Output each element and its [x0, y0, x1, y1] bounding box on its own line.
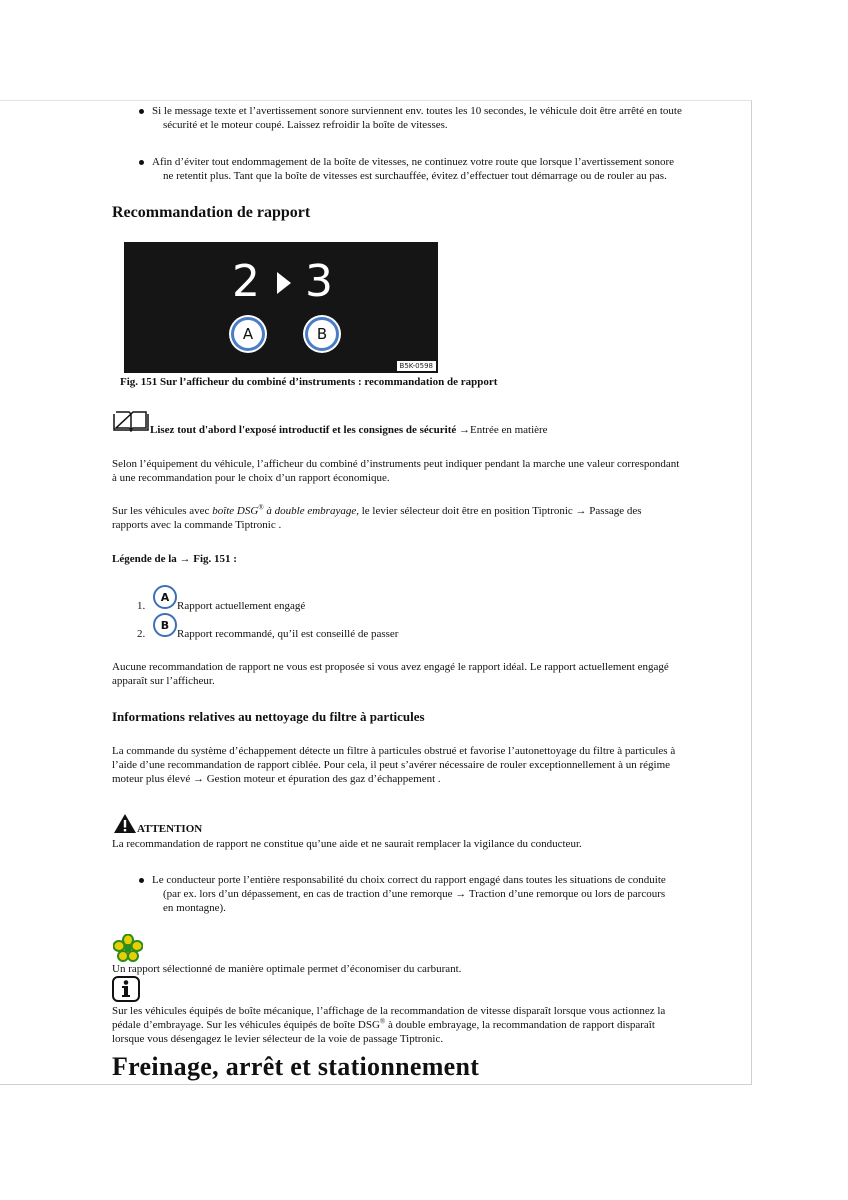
warning-icon — [113, 813, 137, 834]
attention-text: La recommandation de rapport ne constitue qu’une aide et ne saurait remplacer la vigilance du conducteur. — [112, 838, 582, 850]
paragraph: Selon l’équipement du véhicule, l’afficheur du combiné d’instruments peut indiquer pendant la marche une valeur correspondant à une recommandation pour le choix d’un rapport économique. — [112, 458, 680, 484]
environment-note: Un rapport sélectionné de manière optimale permet d’économiser du carburant. — [112, 963, 462, 975]
info-note: Sur les véhicules équipés de boîte mécanique, l’affichage de la recommandation de vitesse disparaît lorsque vous actionnez la pédale d’embrayage. Sur les véhicules équipés de boîte DSG® à double embrayage, la recommandation de rapport disparaît lorsque vous désengagez le levier sélecteur de la voie de passage Tiptronic. — [112, 1005, 666, 1045]
chapter-title: Freinage, arrêt et stationnement — [112, 1052, 480, 1081]
callout-a-icon: A — [153, 585, 177, 609]
paragraph: Aucune recommandation de rapport ne vous est proposée si vous avez engagé le rapport idéal. Le rapport actuellement engagé apparaît sur l’afficheur. — [112, 661, 669, 687]
legend-item: Rapport recommandé, qu’il est conseillé de passer — [177, 628, 399, 640]
callout-b-icon: B — [305, 317, 339, 351]
book-icon — [112, 410, 150, 432]
link-trailer[interactable]: (par ex. lors d’un dépassement, en cas de traction d’une remorque → Traction d’une remorque ou lors de parcours — [163, 888, 666, 900]
section-title: Recommandation de rapport — [112, 204, 311, 221]
section-title: Informations relatives au nettoyage du filtre à particules — [112, 709, 425, 724]
link-tiptronic[interactable]: , le levier sélecteur doit être en position Tiptronic → Passage des — [356, 505, 642, 517]
attention-label: ATTENTION — [137, 823, 203, 835]
paragraph: La commande du système d’échappement détecte un filtre à particules obstrué et favorise l’autonettoyage du filtre à particules à l’aide d’une recommandation de rapport ciblée. Pour cela, il peut s’avérer nécessaire de rouler exceptionnellement à un régime moteur plus élevé → Gestion moteur et épuration des gaz d’échappement . — [112, 744, 742, 786]
bullet-text: Si le message texte et l’avertissement sonore surviennent env. toutes les 10 secondes, le véhicule doit être arrêté en toute sécurité et le moteur coupé. Laissez refroidir la boîte de vitesses. — [152, 105, 682, 131]
legend-num: 1. — [137, 600, 146, 612]
bullet-text: Le conducteur porte l’entière responsabilité du choix correct du rapport engagé dans toutes les situations de conduite (par ex. lors d’un dépassement, en cas de traction d’une remorque → Traction d’une remorque ou lors de parcours en montagne). — [152, 874, 666, 914]
bullet-dot — [139, 878, 144, 883]
link-introduction[interactable]: →Entrée en matière — [459, 424, 548, 436]
figure-caption: Fig. 151 Sur l’afficheur du combiné d’instruments : recommandation de rapport — [120, 376, 498, 388]
callout-b-icon: B — [153, 613, 177, 637]
bullet-text: Afin d’éviter tout endommagement de la boîte de vitesses, ne continuez votre route que lorsque l’avertissement sonore ne retentit plus. Tant que la boîte de vitesses est surchauffée, évitez d’effectuer tout démarrage ou de rouler au pas. — [152, 156, 675, 182]
legend-item: Rapport actuellement engagé — [177, 600, 306, 612]
recommended-gear: 3 — [305, 256, 333, 307]
callout-a-icon: A — [231, 317, 265, 351]
bullet-dot — [139, 160, 144, 165]
legend-num: 2. — [137, 628, 146, 640]
instrument-display-figure — [124, 242, 438, 373]
legend-title: Légende de la → Fig. 151 : — [112, 553, 237, 565]
link-engine-management[interactable]: moteur plus élevé → Gestion moteur et épuration des gaz d’échappement . — [112, 773, 441, 785]
paragraph: Sur les véhicules avec boîte DSG® à double embrayage, le levier sélecteur doit être en position Tiptronic → Passage des rapports avec la commande Tiptronic . — [112, 503, 642, 531]
figure-code: B5K-0598 — [397, 361, 436, 371]
bullet-dot — [139, 109, 144, 114]
info-icon — [112, 976, 140, 1002]
environment-flower-icon — [113, 934, 143, 962]
read-first-note: Lisez tout d'abord l'exposé introductif et les consignes de sécurité →Entrée en matière — [150, 424, 548, 436]
current-gear: 2 — [232, 256, 260, 307]
arrow-right-icon — [277, 272, 291, 294]
